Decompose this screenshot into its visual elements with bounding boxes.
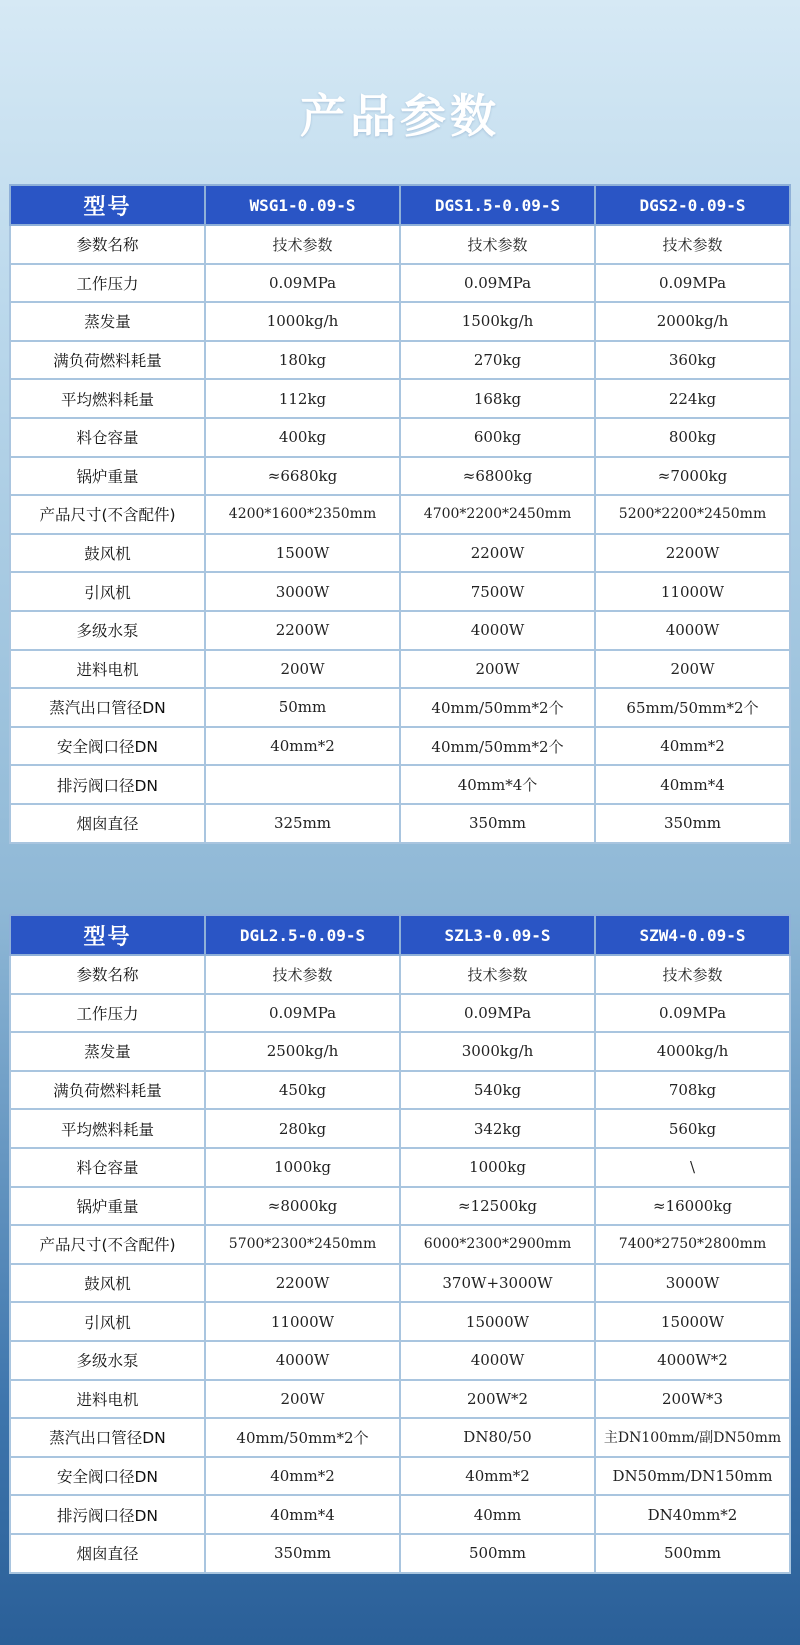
parameter-value: 600kg — [400, 418, 595, 457]
parameter-value: 280kg — [205, 1109, 400, 1148]
parameter-value: 2200W — [400, 534, 595, 573]
parameter-value: 708kg — [595, 1071, 790, 1110]
parameter-value: 4700*2200*2450mm — [400, 495, 595, 534]
parameter-value: 200W — [205, 650, 400, 689]
parameter-value: 200W — [205, 1380, 400, 1419]
parameter-value: 2000kg/h — [595, 302, 790, 341]
parameter-value: 5700*2300*2450mm — [205, 1225, 400, 1264]
table-row — [10, 341, 790, 380]
parameter-value: 0.09MPa — [400, 994, 595, 1033]
parameter-value: 1000kg — [400, 1148, 595, 1187]
parameter-label: 鼓风机 — [10, 534, 205, 573]
parameter-value: 40mm/50mm*2个 — [205, 1418, 400, 1457]
parameter-value: 40mm*2 — [205, 727, 400, 766]
parameter-label: 工作压力 — [10, 264, 205, 303]
table-row — [10, 1071, 790, 1110]
parameter-value: 4200*1600*2350mm — [205, 495, 400, 534]
parameter-value: 40mm — [400, 1495, 595, 1534]
table-row — [10, 379, 790, 418]
parameter-label: 工作压力 — [10, 994, 205, 1033]
parameter-value: \ — [595, 1148, 790, 1187]
table-row — [10, 727, 790, 766]
parameter-value: ≈7000kg — [595, 457, 790, 496]
parameter-value: 40mm*2 — [595, 727, 790, 766]
parameter-value: 500mm — [400, 1534, 595, 1573]
parameter-value: 2200W — [205, 1264, 400, 1303]
parameter-label: 排污阀口径DN — [10, 765, 205, 804]
parameter-value: 4000kg/h — [595, 1032, 790, 1071]
parameter-value: 11000W — [205, 1302, 400, 1341]
parameter-value: 50mm — [205, 688, 400, 727]
parameter-label: 满负荷燃料耗量 — [10, 341, 205, 380]
table-row — [10, 1109, 790, 1148]
table-row — [10, 804, 790, 843]
table-row — [10, 1418, 790, 1457]
parameter-value: 540kg — [400, 1071, 595, 1110]
model-column-label: 型号 — [10, 185, 205, 225]
table-row — [10, 1302, 790, 1341]
parameter-value: 168kg — [400, 379, 595, 418]
parameter-value: 40mm*4 — [205, 1495, 400, 1534]
parameter-label: 安全阀口径DN — [10, 727, 205, 766]
model-name-header: SZW4-0.09-S — [595, 915, 790, 955]
parameter-value: ≈16000kg — [595, 1187, 790, 1226]
parameter-value: ≈8000kg — [205, 1187, 400, 1226]
table-row — [10, 225, 790, 264]
parameter-label: 料仓容量 — [10, 1148, 205, 1187]
parameter-value: 350mm — [400, 804, 595, 843]
parameter-label: 参数名称 — [10, 225, 205, 264]
parameter-label: 蒸发量 — [10, 1032, 205, 1071]
parameter-value: ≈12500kg — [400, 1187, 595, 1226]
parameter-value: 3000W — [205, 572, 400, 611]
parameter-value: 370W+3000W — [400, 1264, 595, 1303]
parameter-value: 技术参数 — [400, 225, 595, 264]
table-row — [10, 955, 790, 994]
parameter-value: 450kg — [205, 1071, 400, 1110]
table-header-row — [10, 915, 790, 955]
parameter-value: 3000kg/h — [400, 1032, 595, 1071]
parameter-value: 224kg — [595, 379, 790, 418]
parameter-value: 400kg — [205, 418, 400, 457]
parameter-value: 40mm/50mm*2个 — [400, 688, 595, 727]
parameter-value: 4000W — [595, 611, 790, 650]
parameter-value: 技术参数 — [205, 225, 400, 264]
parameter-value: 7500W — [400, 572, 595, 611]
parameter-label: 平均燃料耗量 — [10, 379, 205, 418]
parameter-value: 1500W — [205, 534, 400, 573]
parameter-label: 参数名称 — [10, 955, 205, 994]
parameter-value: 0.09MPa — [595, 264, 790, 303]
table-row — [10, 264, 790, 303]
table-row — [10, 457, 790, 496]
parameter-value: 40mm*2 — [205, 1457, 400, 1496]
parameter-value: 4000W — [205, 1341, 400, 1380]
parameter-value: 15000W — [400, 1302, 595, 1341]
model-name-header: SZL3-0.09-S — [400, 915, 595, 955]
table-row — [10, 1187, 790, 1226]
parameter-label: 蒸汽出口管径DN — [10, 1418, 205, 1457]
page-title: 产品参数 — [300, 89, 500, 143]
parameter-label: 产品尺寸(不含配件) — [10, 495, 205, 534]
parameter-value: 360kg — [595, 341, 790, 380]
parameter-value: 6000*2300*2900mm — [400, 1225, 595, 1264]
parameter-value: 325mm — [205, 804, 400, 843]
parameter-value: 65mm/50mm*2个 — [595, 688, 790, 727]
parameter-value: 112kg — [205, 379, 400, 418]
parameter-value: 技术参数 — [595, 955, 790, 994]
parameter-value: 200W — [595, 650, 790, 689]
table-row — [10, 1148, 790, 1187]
parameter-value: 4000W — [400, 611, 595, 650]
table-row — [10, 495, 790, 534]
parameter-value: ≈6680kg — [205, 457, 400, 496]
parameter-label: 料仓容量 — [10, 418, 205, 457]
parameter-value — [205, 765, 400, 804]
parameter-value: 500mm — [595, 1534, 790, 1573]
parameter-value: 200W*2 — [400, 1380, 595, 1419]
table-row — [10, 650, 790, 689]
table-row — [10, 1032, 790, 1071]
parameter-value: 2200W — [595, 534, 790, 573]
parameter-value: DN80/50 — [400, 1418, 595, 1457]
table-row — [10, 1380, 790, 1419]
parameter-value: ≈6800kg — [400, 457, 595, 496]
parameter-value: DN50mm/DN150mm — [595, 1457, 790, 1496]
parameter-value: 技术参数 — [595, 225, 790, 264]
parameter-value: 4000W*2 — [595, 1341, 790, 1380]
parameter-label: 烟囱直径 — [10, 1534, 205, 1573]
parameter-value: 200W*3 — [595, 1380, 790, 1419]
table-row — [10, 572, 790, 611]
parameter-value: 15000W — [595, 1302, 790, 1341]
table-row — [10, 1534, 790, 1573]
table-row — [10, 1264, 790, 1303]
parameter-label: 蒸汽出口管径DN — [10, 688, 205, 727]
parameter-value: 560kg — [595, 1109, 790, 1148]
table-row — [10, 1457, 790, 1496]
parameter-value: 800kg — [595, 418, 790, 457]
parameter-label: 进料电机 — [10, 1380, 205, 1419]
parameter-value: 3000W — [595, 1264, 790, 1303]
parameter-label: 引风机 — [10, 1302, 205, 1341]
table-row — [10, 765, 790, 804]
spec-table-1 — [9, 184, 791, 844]
model-name-header: DGL2.5-0.09-S — [205, 915, 400, 955]
parameter-label: 锅炉重量 — [10, 1187, 205, 1226]
parameter-value: 180kg — [205, 341, 400, 380]
table-row — [10, 1495, 790, 1534]
parameter-label: 产品尺寸(不含配件) — [10, 1225, 205, 1264]
parameter-value: 40mm/50mm*2个 — [400, 727, 595, 766]
parameter-value: 0.09MPa — [595, 994, 790, 1033]
parameter-value: 2500kg/h — [205, 1032, 400, 1071]
parameter-label: 锅炉重量 — [10, 457, 205, 496]
parameter-value: 技术参数 — [205, 955, 400, 994]
parameter-value: 270kg — [400, 341, 595, 380]
parameter-value: 40mm*4 — [595, 765, 790, 804]
parameter-value: 40mm*4个 — [400, 765, 595, 804]
parameter-label: 排污阀口径DN — [10, 1495, 205, 1534]
parameter-value: 1500kg/h — [400, 302, 595, 341]
parameter-value: 200W — [400, 650, 595, 689]
parameter-value: 0.09MPa — [400, 264, 595, 303]
parameter-value: 2200W — [205, 611, 400, 650]
parameter-value: 350mm — [595, 804, 790, 843]
parameter-label: 平均燃料耗量 — [10, 1109, 205, 1148]
table-row — [10, 1225, 790, 1264]
table-row — [10, 994, 790, 1033]
parameter-value: 5200*2200*2450mm — [595, 495, 790, 534]
model-name-header: DGS2-0.09-S — [595, 185, 790, 225]
parameter-label: 引风机 — [10, 572, 205, 611]
table-header-row — [10, 185, 790, 225]
model-name-header: WSG1-0.09-S — [205, 185, 400, 225]
table-row — [10, 1341, 790, 1380]
parameter-label: 鼓风机 — [10, 1264, 205, 1303]
parameter-value: 主DN100mm/副DN50mm — [595, 1418, 790, 1457]
parameter-value: DN40mm*2 — [595, 1495, 790, 1534]
parameter-value: 1000kg/h — [205, 302, 400, 341]
parameter-value: 40mm*2 — [400, 1457, 595, 1496]
spec-table-2 — [9, 914, 791, 1574]
table-row — [10, 534, 790, 573]
parameter-value: 7400*2750*2800mm — [595, 1225, 790, 1264]
parameter-value: 11000W — [595, 572, 790, 611]
parameter-label: 多级水泵 — [10, 611, 205, 650]
table-row — [10, 688, 790, 727]
table-row — [10, 302, 790, 341]
parameter-label: 进料电机 — [10, 650, 205, 689]
parameter-value: 0.09MPa — [205, 264, 400, 303]
parameter-label: 满负荷燃料耗量 — [10, 1071, 205, 1110]
table-row — [10, 418, 790, 457]
parameter-label: 烟囱直径 — [10, 804, 205, 843]
parameter-value: 1000kg — [205, 1148, 400, 1187]
parameter-value: 4000W — [400, 1341, 595, 1380]
parameter-value: 0.09MPa — [205, 994, 400, 1033]
parameter-value: 技术参数 — [400, 955, 595, 994]
parameter-value: 350mm — [205, 1534, 400, 1573]
model-name-header: DGS1.5-0.09-S — [400, 185, 595, 225]
parameter-label: 安全阀口径DN — [10, 1457, 205, 1496]
parameter-label: 蒸发量 — [10, 302, 205, 341]
parameter-value: 342kg — [400, 1109, 595, 1148]
table-row — [10, 611, 790, 650]
model-column-label: 型号 — [10, 915, 205, 955]
parameter-label: 多级水泵 — [10, 1341, 205, 1380]
